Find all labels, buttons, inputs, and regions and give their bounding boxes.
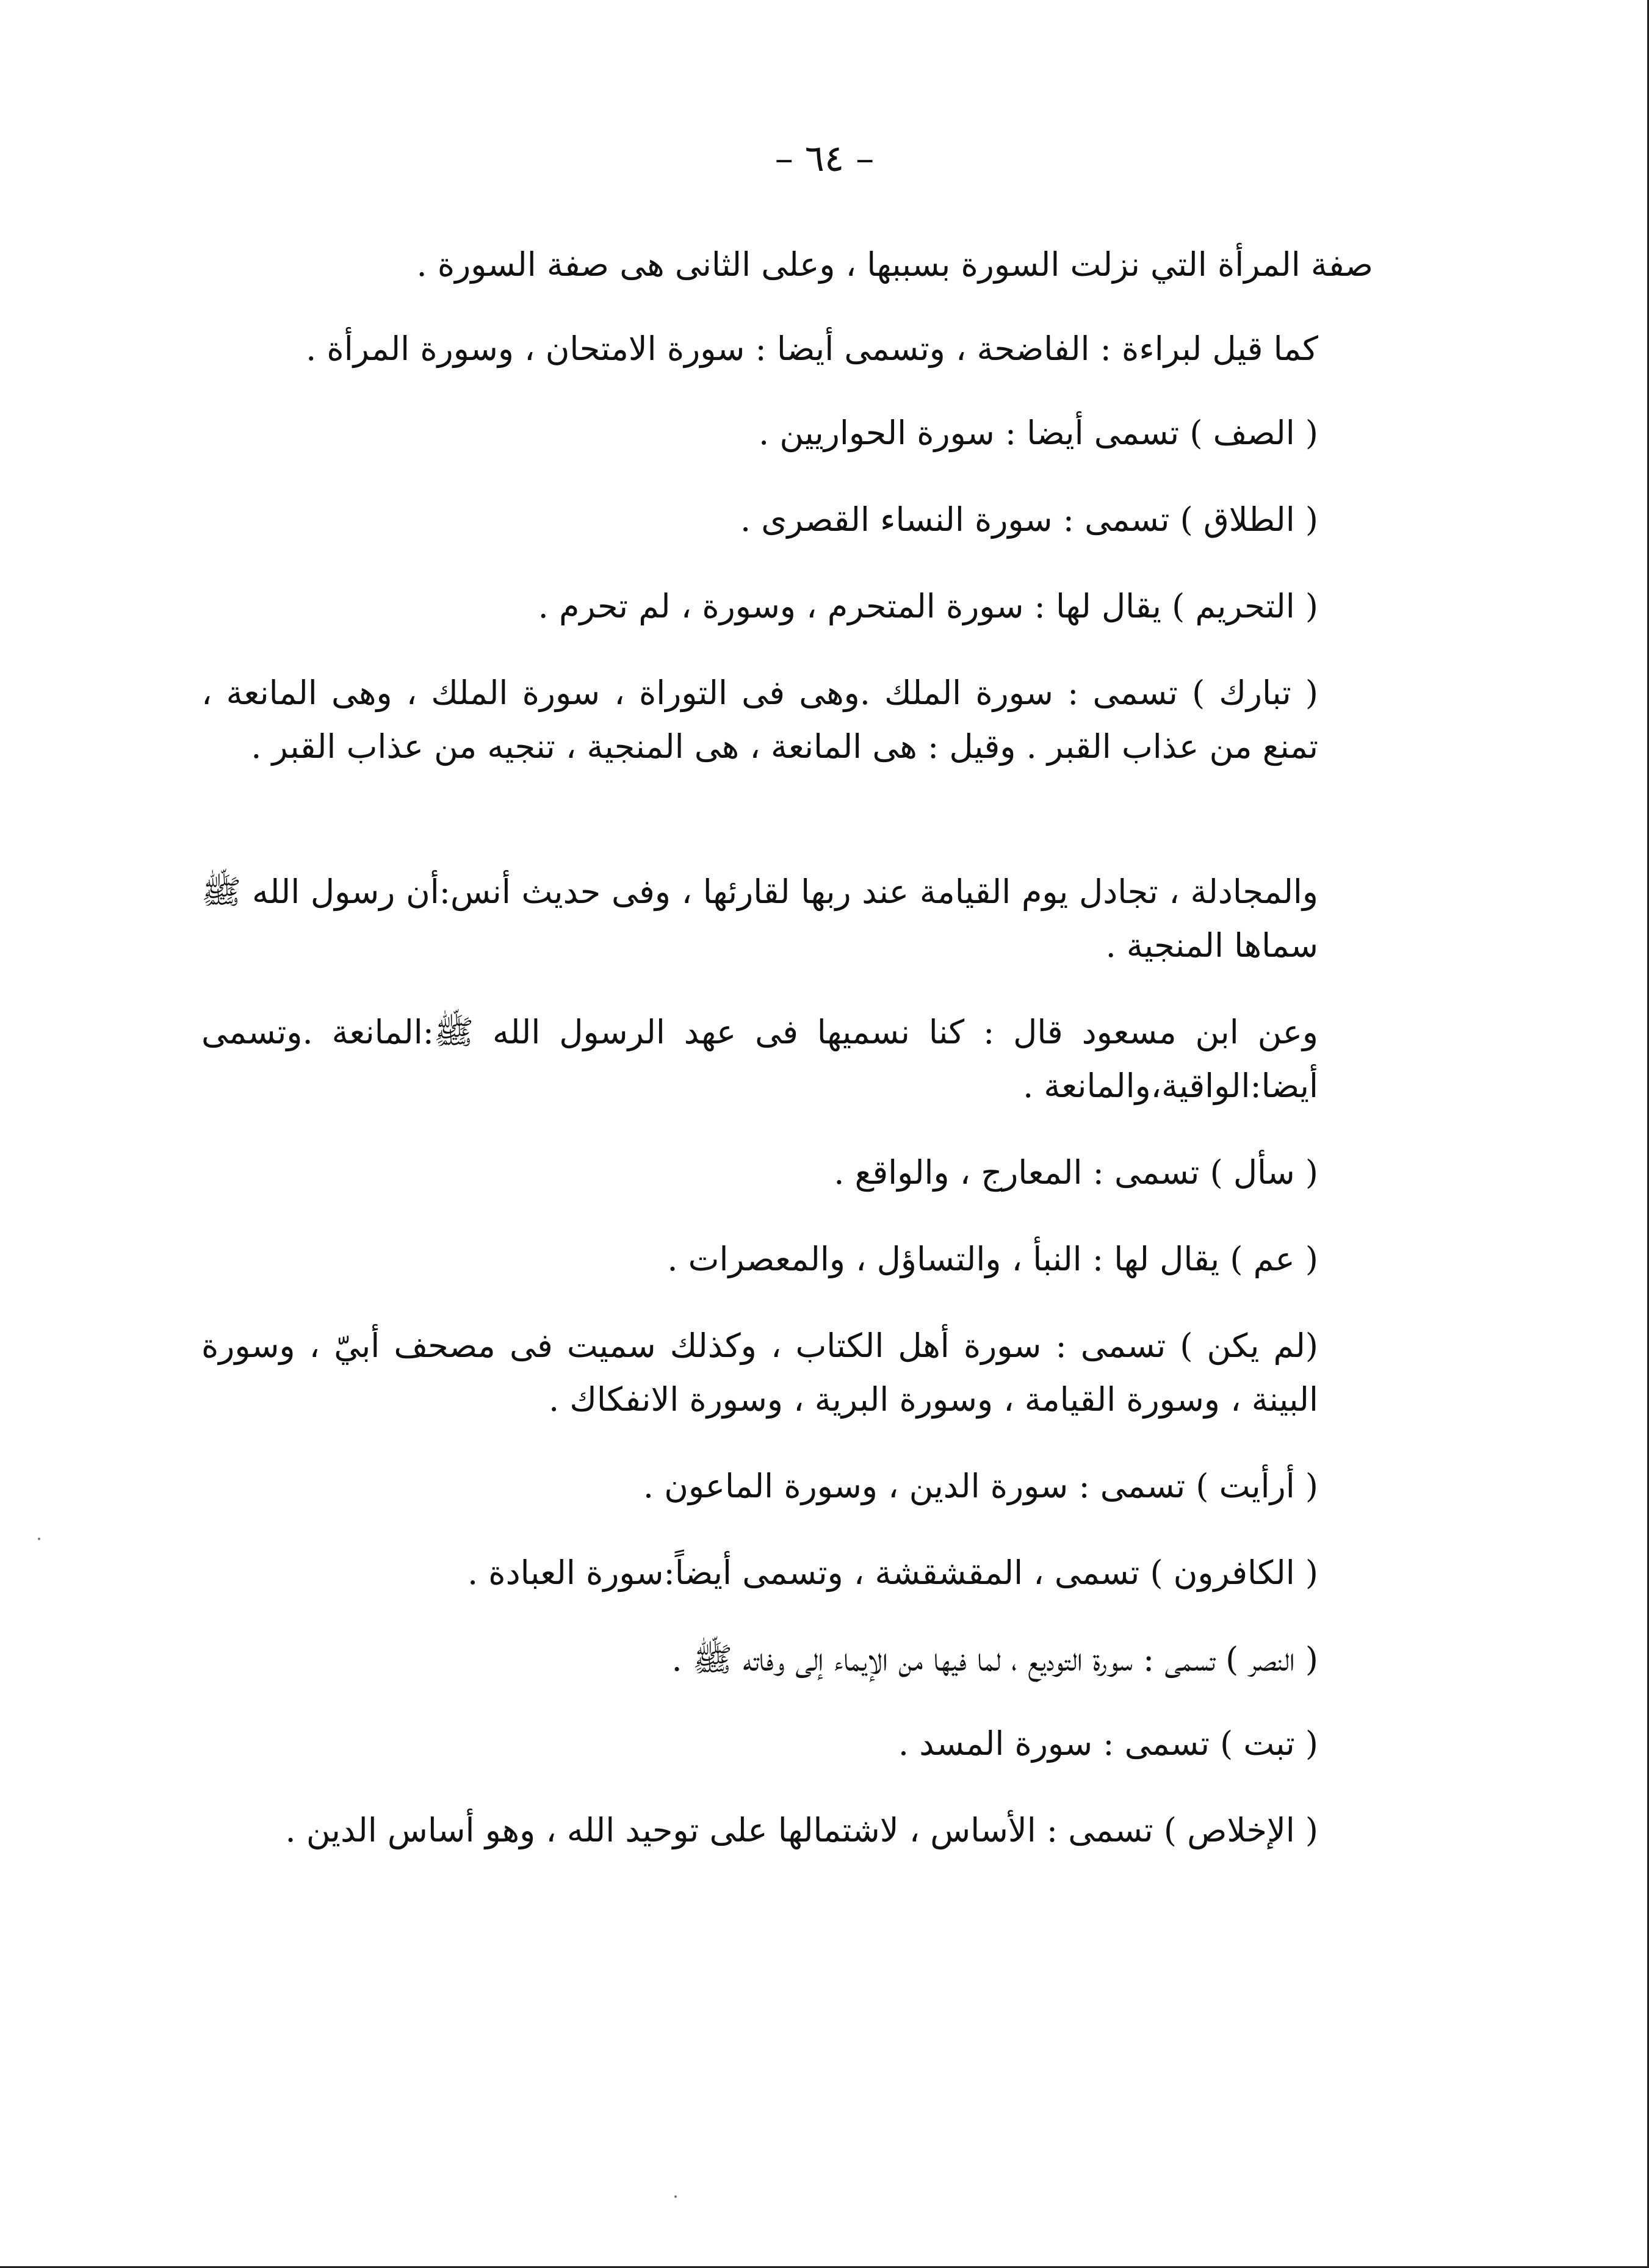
paragraph-4: ( الطلاق ) تسمى : سورة النساء القصرى . <box>740 500 1318 539</box>
scan-speck <box>674 2195 677 2198</box>
paragraph-6: ( تبارك ) تسمى : سورة الملك .وهى فى التوراة ، سورة الملك ، وهى المانعة ، تمنع من عذاب القبر . وقيل : هى المانعة ، هى المنجية ، تنجيه من عذاب القبر . <box>201 674 1318 766</box>
paragraph-8: وعن ابن مسعود قال : كنا نسميها فى عهد الرسول الله ﷺ:المانعة .وتسمى أيضا:الواقية،والمانعة . <box>201 1013 1318 1105</box>
paragraph-1: صفة المرأة التي نزلت السورة بسببها ، وعلى الثانى هى صفة السورة . <box>416 245 1373 284</box>
paragraph-2: كما قيل لبراءة : الفاضحة ، وتسمى أيضا : سورة الامتحان ، وسورة المرأة . <box>306 329 1318 368</box>
paragraph-11: (لم يكن ) تسمى : سورة أهل الكتاب ، وكذلك سميت فى مصحف أبيّ ، وسورة البينة ، وسورة القيامة ، وسورة البرية ، وسورة الانفكاك . <box>201 1327 1318 1419</box>
paragraph-3: ( الصف ) تسمى أيضا : سورة الحواريين . <box>759 414 1318 452</box>
page-number: – ٦٤ – <box>774 137 875 180</box>
paragraph-10: ( عم ) يقال لها : النبأ ، والتساؤل ، والمعصرات . <box>667 1240 1318 1278</box>
paragraph-7: والمجادلة ، تجادل يوم القيامة عند ربها لقارئها ، وفى حديث أنس:أن رسول الله ﷺ سماها المنجية . <box>201 873 1318 965</box>
paragraph-13: ( الكافرون ) تسمى ، المقشقشة ، وتسمى أيضاً:سورة العبادة . <box>467 1553 1318 1592</box>
scan-speck <box>38 1538 40 1540</box>
paragraph-12: ( أرأيت ) تسمى : سورة الدين ، وسورة الماعون . <box>643 1467 1318 1505</box>
paragraph-15: ( تبت ) تسمى : سورة المسد . <box>898 1724 1318 1763</box>
paragraph-16: ( الإخلاص ) تسمى : الأساس ، لاشتمالها على توحيد الله ، وهو أساس الدين . <box>285 1811 1318 1849</box>
paragraph-5: ( التحريم ) يقال لها : سورة المتحرم ، وسورة ، لم تحرم . <box>538 587 1318 625</box>
page-body <box>201 238 1373 1857</box>
paragraph-9: ( سأل ) تسمى : المعارج ، والواقع . <box>834 1153 1318 1192</box>
paragraph-14: ( النصر ) تسمى : سورة التوديع ، لما فيها من الإيماء إلى وفاته ﷺ . <box>671 1640 1318 1679</box>
